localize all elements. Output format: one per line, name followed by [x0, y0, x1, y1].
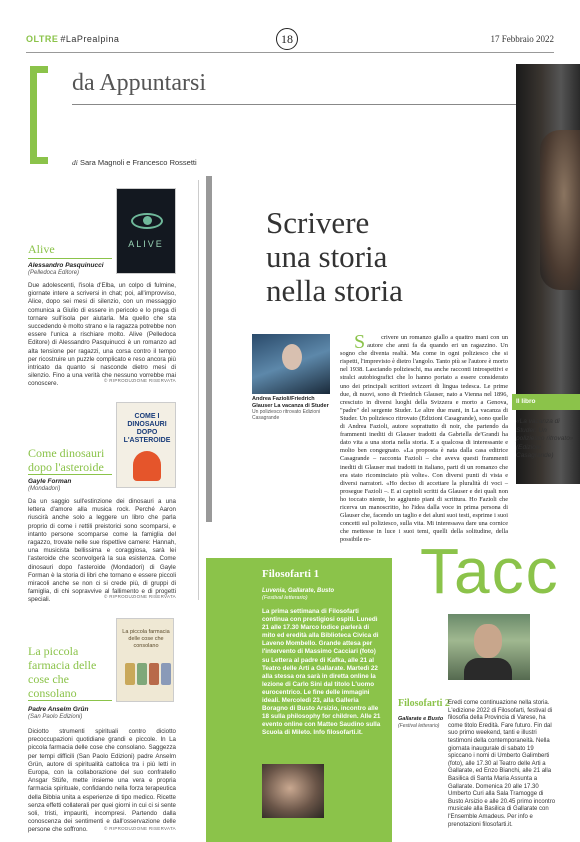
photo-cacciari: [262, 764, 324, 818]
event-subtitle: (Festival letterario): [398, 723, 440, 729]
book-review-text: Diciotto strumenti spirituali contro diciotto precoccupazioni quotidiane grandi e piccole. In La piccola farmacia delle cose che consolano. Saggezza per tempi difficili (San Paolo Edizioni) padre Anselm Grün, autore di spiritualità cattolica tra i più letti in Europa, con la collaborazione del suo confratello Ansgar Stüfe, mette insieme una vera e propria farmacia spirituale, confidando nella forza terapeutica della Bibbia unita a esperienze di tipo medico. Ricette senza effetti collaterali per quei giorni in cui ci si sente soli, tristi, impauriti, incompresi. Partendo dalla conoscenza dei sentimenti e dall'osservazione delle persone che soffrono.: [28, 728, 176, 834]
book-cover-dinosauri: [116, 402, 176, 488]
event-place: Gallarate e Busto: [398, 716, 444, 722]
page-header: [26, 30, 554, 50]
book-publisher: (Pelledoca Editore): [28, 270, 80, 276]
section-bracket-icon: [30, 66, 48, 164]
book-cover-alive: [116, 188, 176, 274]
book-author: Gayle Forman: [28, 478, 72, 485]
next-article-title-fragment: Tacc: [420, 535, 560, 607]
side-box-header: Il libro: [512, 394, 580, 410]
event-text: La prima settimana di Filosofarti continua con prestigiosi ospiti. Lunedì 21 alle 17.30 Marco Iodice parlerà di mito ed eredità alla Biblioteca Civica di Laveno Mombello. Grande attesa per l'intervento di Massimo Cacciari (foto) su Lettera al padre di Kafka, alle 21 al Teatro delle Arti a Gallarate. Martedì 22 alla stessa ora sarà in diretta online la lezione di Carlo Sini dal titolo L'uomo eurocentrico. Le fine delle immagini ideali. Mercoledì 23, alla Galleria Boragno di Busto Arsizio, incontro alle 18 sulla philosophy for children. Alle 21 evento online con Matteo Saudino sulla Scuola di Mileto. Info filosofarti.it.: [262, 608, 381, 737]
book-title-alive: Alive: [28, 242, 55, 256]
header-divider: [26, 52, 554, 53]
copyright-note: © RIPRODUZIONE RISERVATA: [104, 378, 176, 383]
article-caption-publisher: Un poliziesco ritrovato Edizioni Casagrande: [252, 409, 321, 421]
event-text: Eredi come continuazione nella storia. L'edizione 2022 di Filosofarti, festival di filosofia della Provincia di Varese, ha come titolo Eredità. Fare futuro. Fin dal suo primo weekend, tanti e illustri testimoni della contemporaneità. Nella giornata inaugurale di sabato 19 spiccano i nomi di Umberto Galimberti (foto), alle 17.30 al Teatro delle Arti a Gallarate, ed Enzo Bianchi, alle 21 alla Basilica di Santa Maria Assunta a Gallarate. Domenica 20 alle 17.30 Umberto Curi alla Sala Tramogge di Busto Arsizio e alle 20.45 primo incontro musicale alla Basilica di Gallarate con l'Ensemble Amadeus. Per info e prenotazioni filosofarti.it.: [448, 700, 556, 828]
book-title-farmacia: La piccola farmacia delle cose che consolano: [28, 644, 97, 700]
book-publisher: (Mondadori): [28, 486, 61, 492]
book-publisher: (San Paolo Edizioni): [28, 714, 83, 720]
book-author: Alessandro Pasquinucci: [28, 262, 104, 269]
event-title: Filosofarti 1: [262, 568, 320, 580]
author-photo-face: [540, 130, 580, 290]
book-title-dinosauri: Come dinosauri dopo l'asteroide: [28, 446, 105, 474]
byline: di Sara Magnoli e Francesco Rossetti: [72, 158, 197, 167]
article-body: S crivere un romanzo giallo a quattro mani con un autore che anni fa da quando eri un ragazzino. Un sogno che diventa realtà. Ma come in ogni poliziesco che si rispetti, l'imprevisto è dietro l'angolo. Tanto più se l'autore è morto nel 1938. Lasciando polizieschi, ma anche racconti introspettivi e stralci autobiografici che lo hanno portato a essere considerato uno dei principali scrittori svizzeri di lingua tedesca. Le prime due, di nuovi, sono di Friedrich Glauser, nato a Vienna nel 1896, cresciuto in diversi luoghi della Svizzera e morto a Genova, "padre" del sergente Studer. Le altre due mani, in La vacanza di Studer. Un poliziesco ritrovato (Edizioni Casagrande), sono quelle di Andrea Fazioli, autore soprattutto di noir, che partendo da frammenti inediti di Glauser tradotti da Gabriella de'Grandi ha dato vita a una storia nella storia. E a qualcosa di interessante e molto ben congegnato. «La proposta è nata dalla casa editrice Casagrande – racconta Fazioli – che aveva questi frammenti inediti di Glauser mai tradotti in italiano, parti di un romanzo che era stato ricominciato più volte». Con diversi punti di vista e diversi narratori. «Ho deciso di accettare la pluralità di voci – prosegue Fazioli –. E ai capitoli scritti da Glauser e dei quali non ho toccato niente, ho aggiunto piani di scrittura. Ho Fazioli che ricerva un manoscritto, ho l'idea dalla voce in prima persona di Glauser che, facendo un taglio e dei aluni suoi testi, esprime i suoi concetti sul poliziesco, sulla vita. Mi interessava dare una cornice che mettesse in luce i suoi temi, quelli della solitudine, della possibile re-: [340, 331, 508, 544]
book-cover-farmacia: [116, 618, 174, 702]
copyright-note: © RIPRODUZIONE RISERVATA: [104, 826, 176, 831]
page-number: 18: [276, 28, 298, 50]
brand-label: OLTRE #LaPrealpina: [26, 34, 120, 44]
photo-galimberti: [448, 614, 530, 680]
article-caption-book: Andrea Fazioli/Friedrich Glauser La vacanza di Studer: [252, 396, 329, 409]
copyright-note: © RIPRODUZIONE RISERVATA: [104, 594, 176, 599]
book-review-text: Due adolescenti, l'isola d'Elba, un colpo di fulmine, giornate intere a scriversi in chat; poi, all'improvviso, Alice, dopo sei mesi di silenzio, con un messaggio comunica a Giulio di essere in pericolo e lo prega di tornare sull'isola per aiutarla. Ma quello che sta succedendo è molto strano e la ragazza potrebbe non essere l'unica a rischiare molto. Alive (Pelledoca Editore) di Alessandro Pasquinucci è un romanzo ad alta tensione per ragazzi, una corsa contro il tempo per ricostruire un puzzle complicato e reso ancora più intricato da quanto si nasconde dietro mesi di silenzio. Fino a una verità che nessuno vorrebbe mai conoscere.: [28, 282, 176, 388]
book-review-text: Da un saggio sull'estinzione dei dinosauri a una lettera d'amore alla musica rock. Perché Aaron riuscirà anche solo a leggere un libro che parla proprio di come i rettili preistorici sono scomparsi, e intanto persone scomparse come la famiglia del ragazzo, trovate nelle sue rispettive camere: Hannah, una musicista bellissima e coraggiosa, sarà lei l'asteroide che sconvolgerà la sua esistenza. Come dinosauri dopo l'asteroide (Mondadori) di Gayle Forman è la storia di libri che tornano e essere piccoli miracoli anche se non ci si crede più, di gruppi di famiglia, di chi sopravvive al fallimento e di progetti speciali.: [28, 498, 176, 604]
event-place: Luvenia, Gallarate, Busto: [262, 588, 335, 594]
book-author: Padre Anselm Grün: [28, 706, 89, 713]
cover-title: COME I DINOSAURI DOPO L'ASTEROIDE: [123, 413, 171, 444]
article-accent-bar: [206, 176, 212, 522]
cover-title: ALIVE: [128, 239, 164, 249]
column-divider: [198, 180, 199, 600]
side-box-text: «La vacanza di Studer. Un poliziesco ritrovato» (Edizioni Casagrande): [516, 418, 574, 459]
event-title: Filosofarti 2: [398, 698, 450, 709]
page-date: 17 Febbraio 2022: [490, 34, 554, 44]
book-cover-vacanza-studer: [252, 334, 330, 394]
section-divider: [72, 104, 516, 105]
cover-title: La piccola farmacia delle cose che consolano: [122, 629, 170, 649]
article-title: Scrivere una storia nella storia: [266, 205, 403, 308]
drop-cap: S: [354, 331, 366, 353]
section-title: da Appuntarsi: [72, 70, 206, 96]
event-subtitle: (Festival letterario): [262, 595, 308, 601]
